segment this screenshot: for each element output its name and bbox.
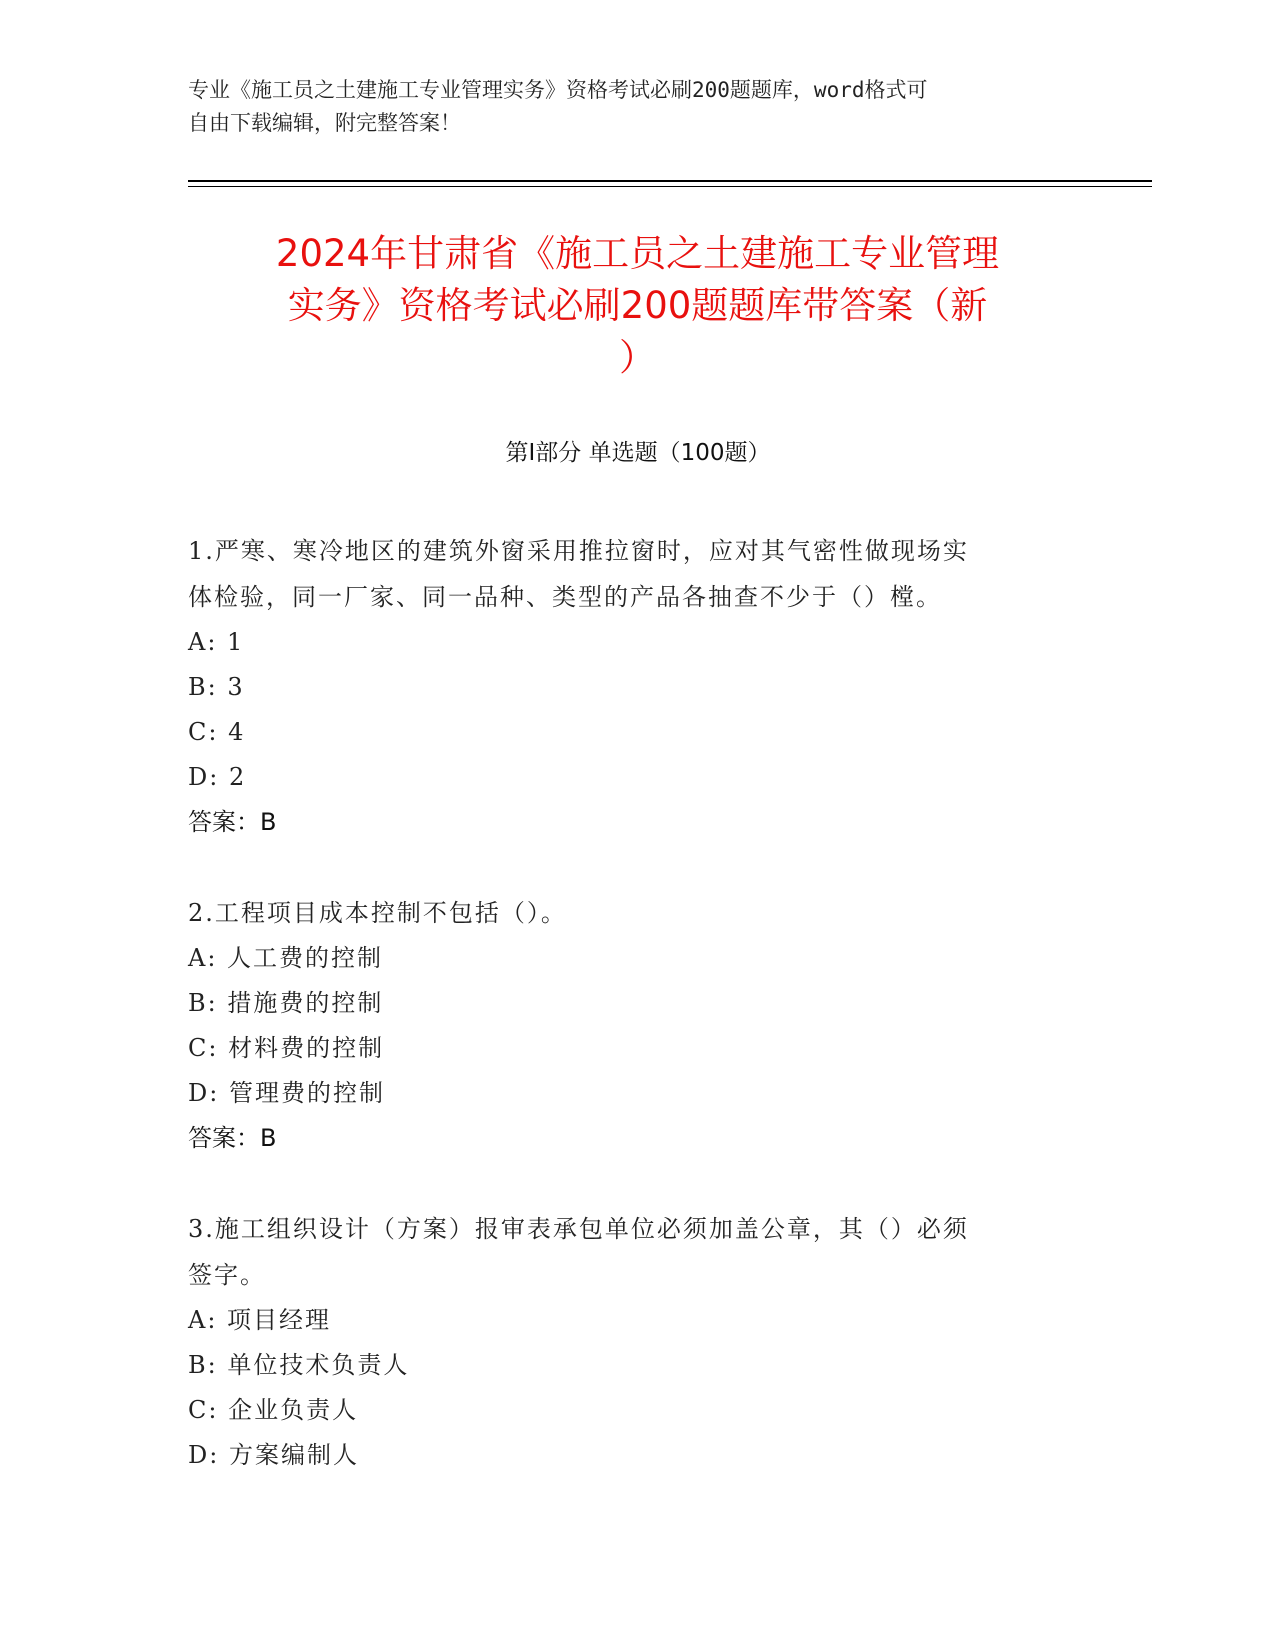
option-b: B: 单位技术负责人 [188, 1351, 410, 1379]
answer: 答案：B [188, 1124, 277, 1152]
header-note [188, 74, 1088, 140]
option-d: D: 管理费的控制 [188, 1079, 385, 1107]
question-stem: 3.施工组织设计（方案）报审表承包单位必须加盖公章，其（）必须 [188, 1215, 969, 1243]
header-rule-thick [188, 180, 1152, 182]
question-3 [188, 1206, 1088, 1478]
question-list [188, 528, 1088, 1523]
question-stem: 体检验，同一厂家、同一品种、类型的产品各抽查不少于（）樘。 [188, 583, 942, 611]
option-a: A: 1 [188, 628, 245, 656]
option-b: B: 3 [188, 673, 245, 701]
section-title: 第Ⅰ部分 单选题（100题） [505, 440, 771, 466]
document-title [150, 228, 1125, 384]
document-title-line-1: 2024年甘肃省《施工员之土建施工专业管理 [275, 232, 1000, 275]
header-note-line-1: 专业《施工员之土建施工专业管理实务》资格考试必刷200题题库，word格式可 [188, 78, 928, 102]
question-2 [188, 890, 1088, 1161]
question-1 [188, 528, 1088, 845]
header-rule-thin [188, 186, 1152, 187]
option-b: B: 措施费的控制 [188, 989, 384, 1017]
answer: 答案：B [188, 808, 277, 836]
option-d: D: 方案编制人 [188, 1441, 359, 1469]
question-stem: 1.严寒、寒冷地区的建筑外窗采用推拉窗时，应对其气密性做现场实 [188, 537, 969, 565]
question-stem: 签字。 [188, 1261, 266, 1289]
option-d: D: 2 [188, 763, 247, 791]
option-c: C: 企业负责人 [188, 1396, 359, 1424]
option-c: C: 材料费的控制 [188, 1034, 385, 1062]
document-title-line-2: 实务》资格考试必刷200题题库带答案（新 [287, 284, 988, 327]
header-note-line-2: 自由下载编辑，附完整答案！ [188, 111, 461, 135]
document-title-line-3: ） [619, 336, 656, 379]
option-a: A: 人工费的控制 [188, 944, 384, 972]
option-a: A: 项目经理 [188, 1306, 332, 1334]
question-stem: 2.工程项目成本控制不包括（）。 [188, 899, 567, 927]
option-c: C: 4 [188, 718, 246, 746]
